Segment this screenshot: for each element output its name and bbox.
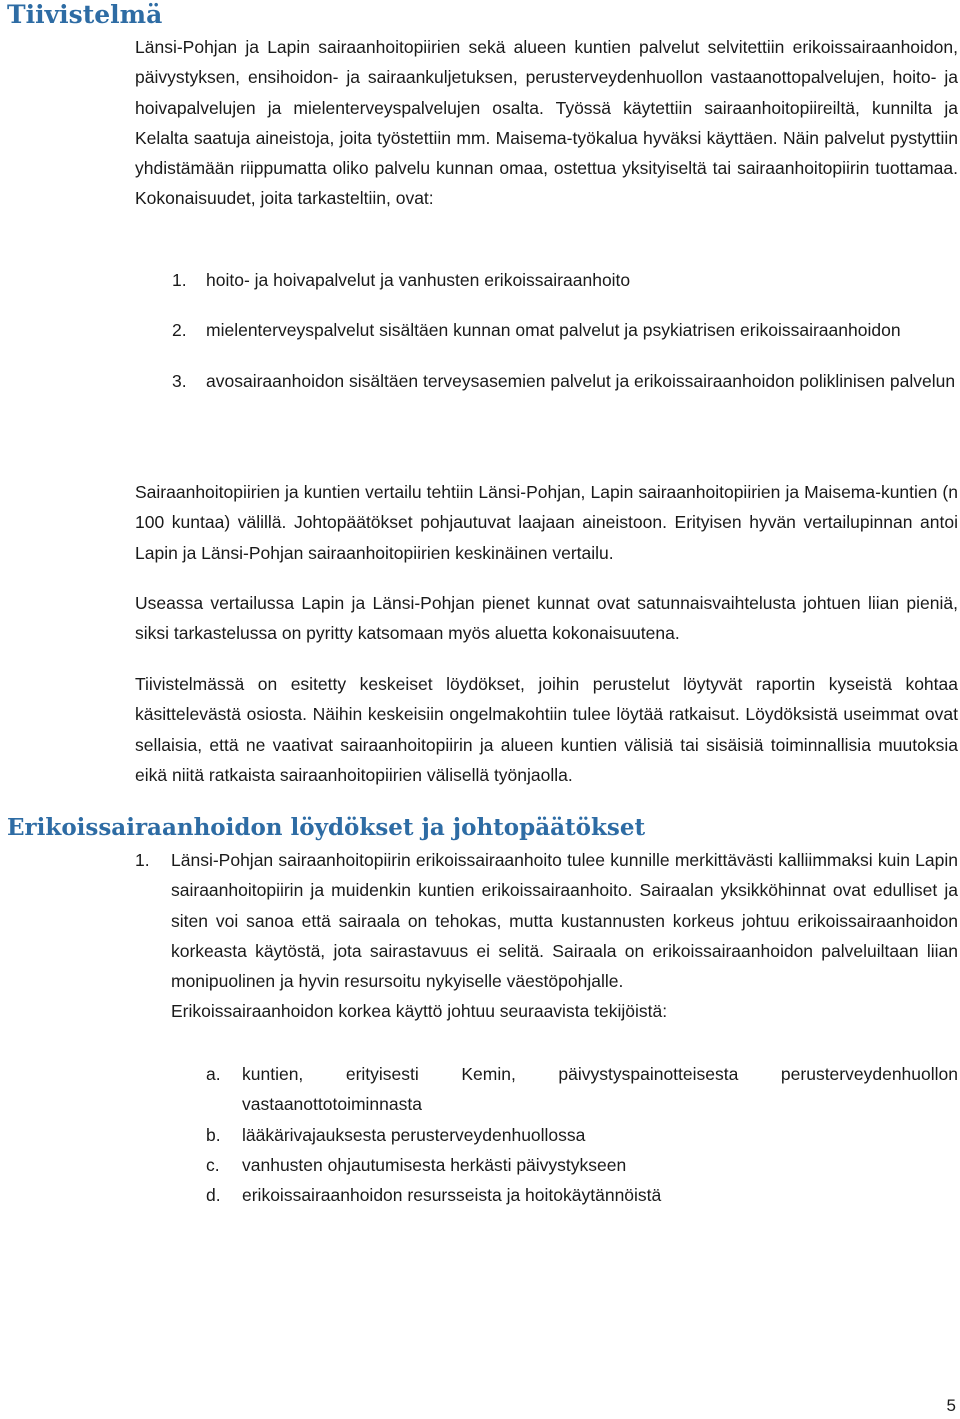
summary-intro-paragraph: Länsi-Pohjan ja Lapin sairaanhoitopiirien sekä alueen kuntien palvelut selvitettiin erikoissairaanhoidon, päivystyksen, ensihoidon- ja sairaankuljetuksen, perusterveydenhuollon vastaanottopalvelujen, hoito- ja hoivapalvelujen ja mielenterveyspalvelujen osalta. Työssä käytettiin sairaanhoitopiireiltä, kunnilta ja Kelalta saatuja aineistoja, joita työstettiin mm. Maisema-työkalua hyväksi käyttäen. Näin palvelut pystyttiin yhdistämään riippumatta oliko palvelu kunnan omaa, ostettua yksityiseltä tai sairaanhoitopiirin tuottamaa. Kokonaisuudet, joita tarkasteltiin, ovat: bbox=[135, 37, 958, 209]
list-item bbox=[172, 366, 958, 396]
entities-list bbox=[172, 265, 958, 396]
list-letter: d. bbox=[206, 1185, 221, 1206]
list-item bbox=[172, 265, 958, 295]
causes-list bbox=[206, 1059, 958, 1210]
comparison-paragraph: Sairaanhoitopiirien ja kuntien vertailu tehtiin Länsi-Pohjan, Lapin sairaanhoitopiirien ja Maisema-kuntien (n 100 kuntaa) välillä. Johtopäätökset pohjautuvat laajaan aineistoon. Erityisen hyvän vertailupinnan antoi Lapin ja Länsi-Pohjan sairaanhoitopiirien keskinäinen vertailu. bbox=[135, 482, 958, 563]
findings-paragraph: Tiivistelmässä on esitetty keskeiset löydökset, joihin perustelut löytyvät raportin kyseistä kohtaa käsittelevästä osiosta. Näihin keskeisiin ongelmakohtiin tulee löytää ratkaisut. Löydöksistä useimmat ovat sellaisia, että ne vaativat sairaanhoitopiirin ja alueen kuntien välisiä tai sisäisiä toiminnallisia muutoksia eikä niitä ratkaista sairaanhoitopiirien välisellä työnjaolla. bbox=[135, 674, 958, 785]
list-number: 1. bbox=[135, 850, 150, 870]
finding-text: Länsi-Pohjan sairaanhoitopiirin erikoissairaanhoito tulee kunnille merkittävästi kalliimmaksi kuin Lapin sairaanhoitopiirin ja muidenkin kuntien erikoissairaanhoito. Sairaalan yksikköhinnat ovat edulliset ja siten voi sanoa että sairaala on tehokas, mutta kustannusten korkeus johtuu erikoissairaanhoidon korkeasta käytöstä, jota sairastavuus ei selitä. Sairaala on erikoissairaanhoidon palveluiltaan liian monipuolinen ja hyvin resursoitu nykyiselle väestöpohjalle. bbox=[171, 850, 958, 992]
list-item-text: erikoissairaanhoidon resursseista ja hoitokäytännöistä bbox=[242, 1185, 662, 1206]
list-number: 2. bbox=[172, 320, 187, 341]
list-number: 1. bbox=[172, 270, 187, 290]
list-letter: b. bbox=[206, 1124, 221, 1145]
list-item-text: lääkärivajauksesta perusterveydenhuollossa bbox=[242, 1124, 586, 1145]
causes-intro: Erikoissairaanhoidon korkea käyttö johtuu seuraavista tekijöistä: bbox=[171, 1001, 668, 1022]
list-number: 3. bbox=[172, 370, 187, 391]
list-item-text: avosairaanhoidon sisältäen terveysasemien palvelut ja erikoissairaanhoidon poliklinisen palvelun bbox=[206, 370, 956, 391]
list-letter: a. bbox=[206, 1064, 221, 1084]
list-letter: c. bbox=[206, 1154, 220, 1175]
list-item bbox=[206, 1180, 958, 1210]
finding-item-1 bbox=[135, 845, 958, 1027]
list-item-text: hoito- ja hoivapalvelut ja vanhusten erikoissairaanhoito bbox=[206, 270, 631, 290]
page-number: 5 bbox=[946, 1396, 956, 1415]
list-item bbox=[206, 1120, 958, 1150]
specialist-care-heading: Erikoissairaanhoidon löydökset ja johtopäätökset bbox=[7, 814, 646, 841]
summary-heading: Tiivistelmä bbox=[7, 0, 163, 29]
small-municipalities-paragraph: Useassa vertailussa Lapin ja Länsi-Pohjan pienet kunnat ovat satunnaisvaihtelusta johtuen liian pieniä, siksi tarkastelussa on pyritty katsomaan myös aluetta kokonaisuutena. bbox=[135, 593, 958, 644]
list-item bbox=[206, 1059, 958, 1120]
list-item-text: mielenterveyspalvelut sisältäen kunnan omat palvelut ja psykiatrisen erikoissairaanhoidon bbox=[206, 320, 901, 341]
list-item bbox=[172, 315, 958, 345]
list-item bbox=[206, 1150, 958, 1180]
list-item-text: kuntien, erityisesti Kemin, päivystyspainotteisesta perusterveydenhuollon vastaanottotoiminnasta bbox=[242, 1064, 958, 1115]
list-item-text: vanhusten ohjautumisesta herkästi päivystykseen bbox=[242, 1154, 627, 1175]
